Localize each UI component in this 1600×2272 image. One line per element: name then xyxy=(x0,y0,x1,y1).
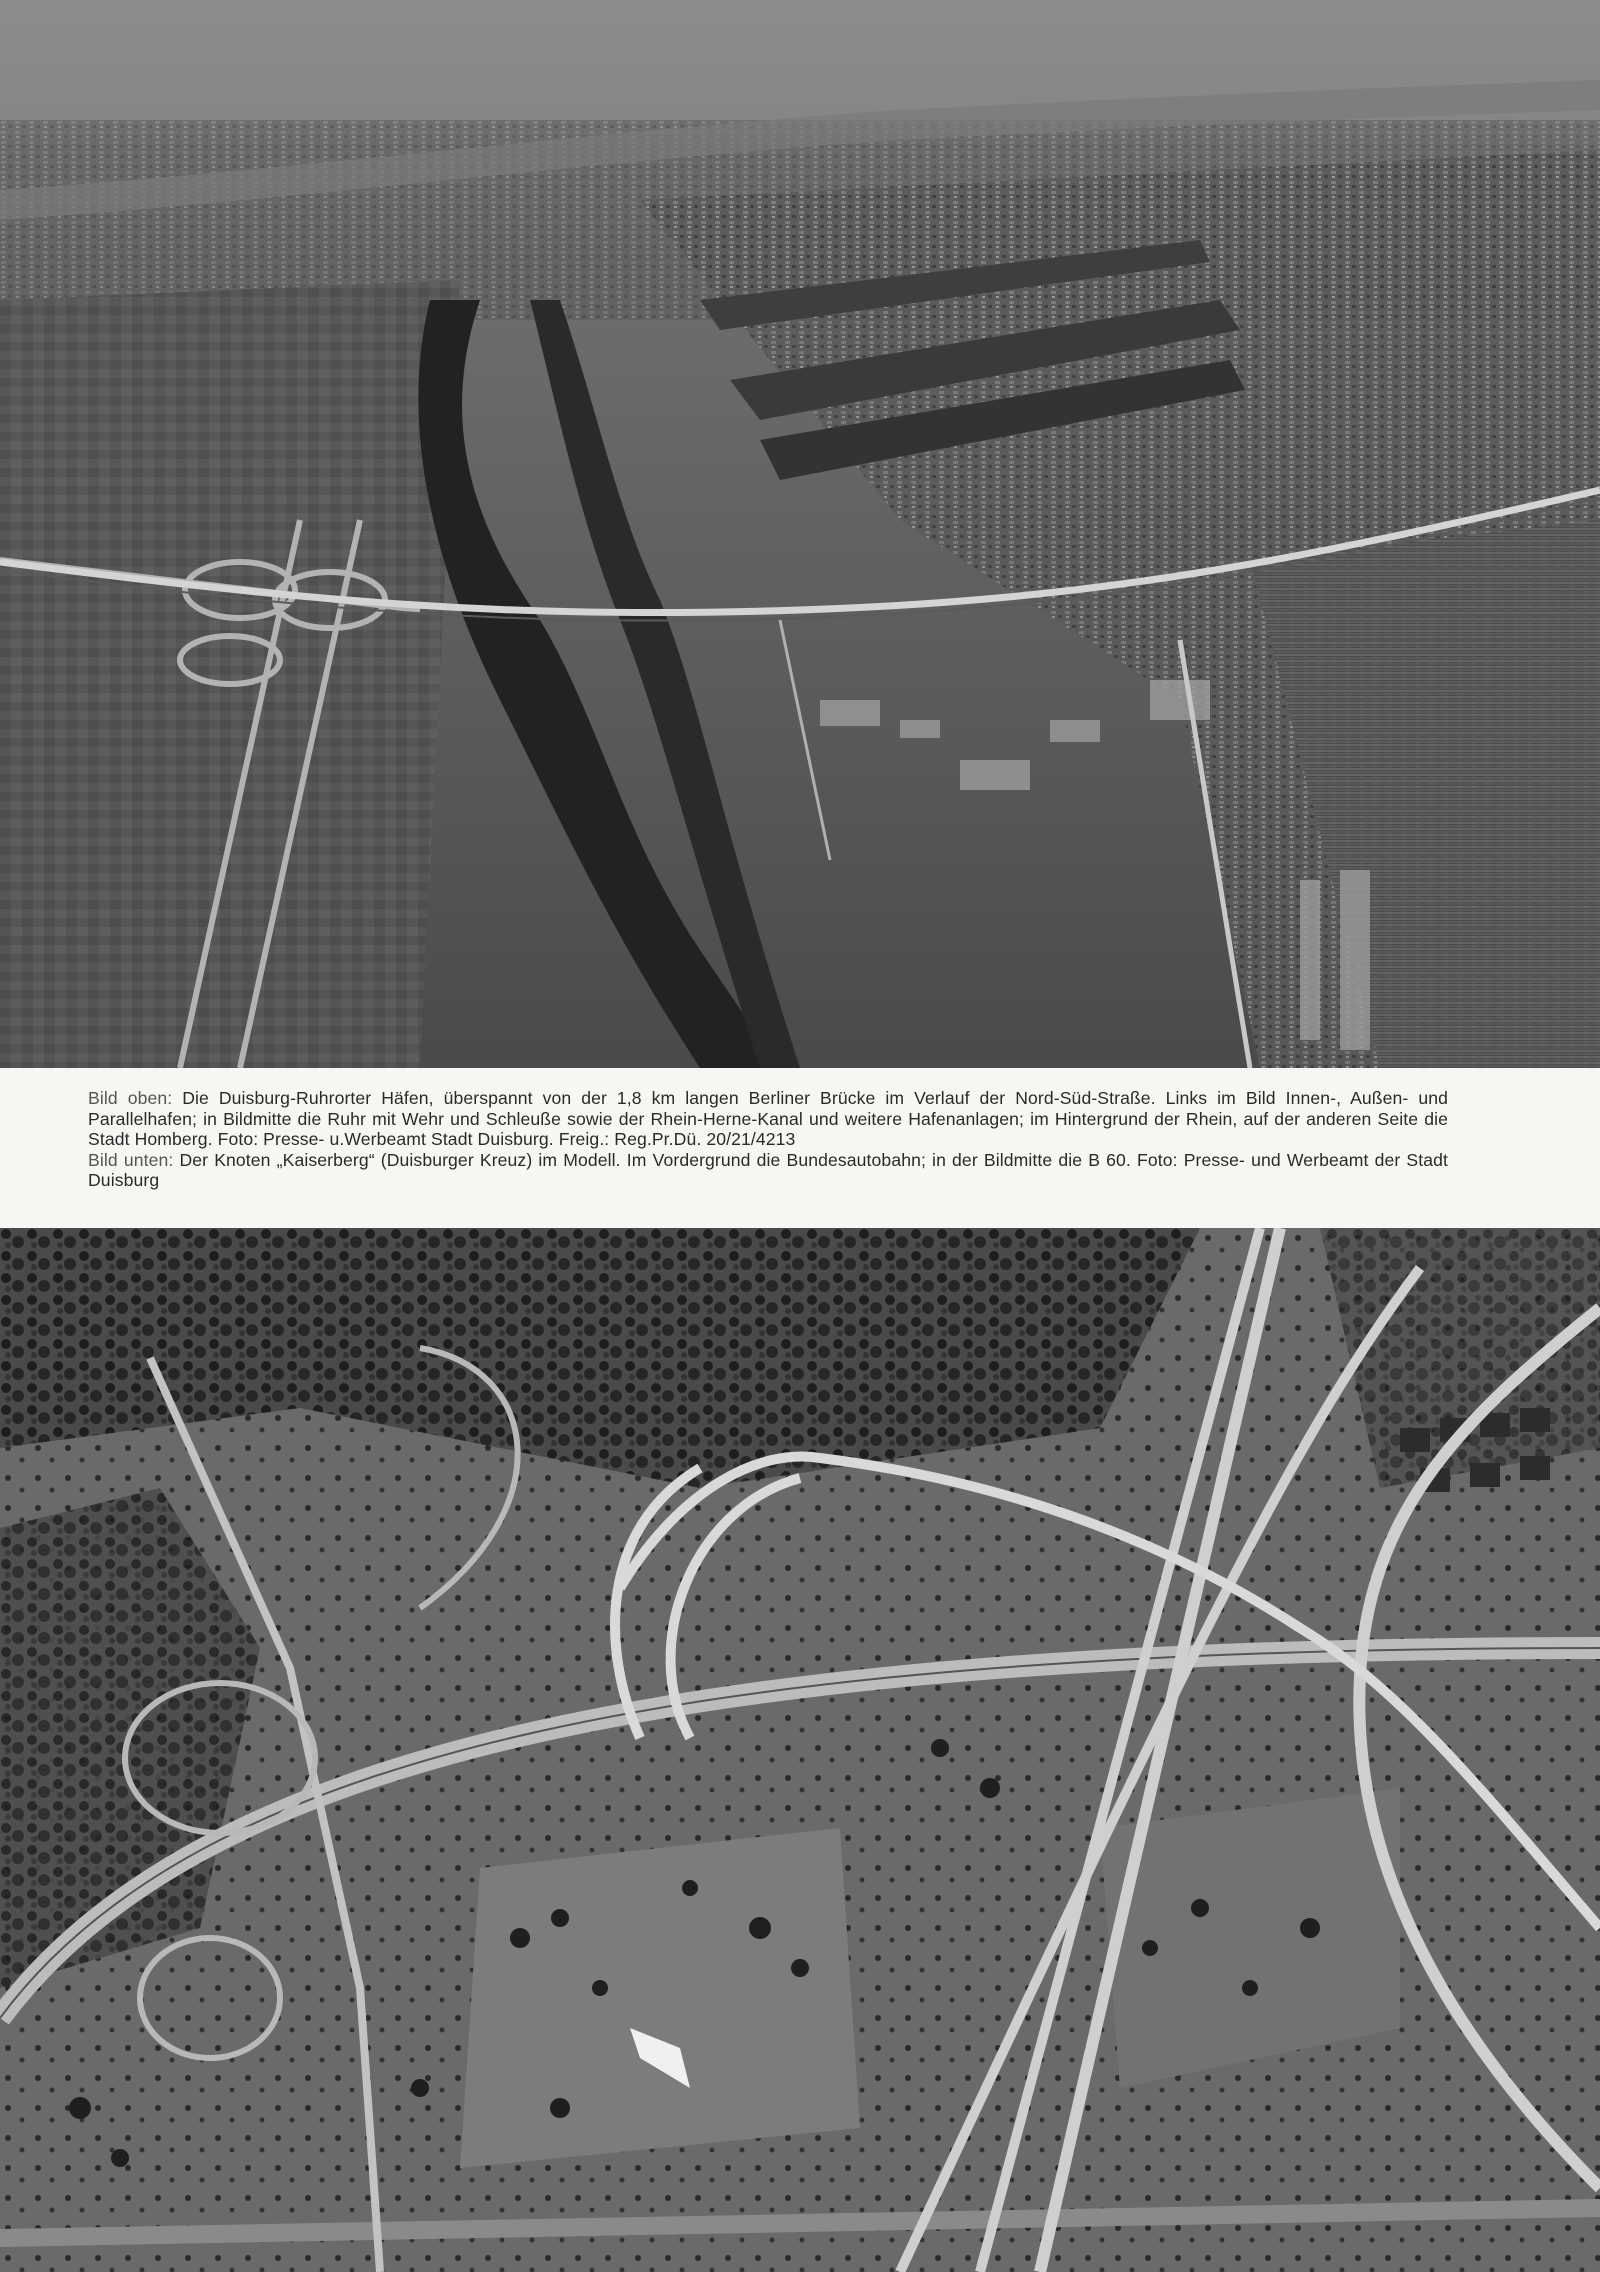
caption-bottom-text: Der Knoten „Kaiserberg“ (Duisburger Kreuz) im Modell. Im Vordergrund die Bundesautobahn; in der Bildmitte die B 60. Foto: Presse- und Werbeamt der Stadt Duisburg xyxy=(88,1149,1448,1190)
caption-bottom xyxy=(88,1150,1448,1191)
caption-strip xyxy=(0,1068,1600,1228)
photo-caption xyxy=(88,1088,1448,1191)
model-photo-interchange xyxy=(0,1228,1600,2272)
model-photo-interchange-image xyxy=(0,1228,1600,2272)
aerial-photo-harbor xyxy=(0,0,1600,1068)
caption-top-lead: Bild oben: xyxy=(88,1088,173,1108)
aerial-photo-harbor-image xyxy=(0,0,1600,1068)
caption-top xyxy=(88,1088,1448,1150)
caption-bottom-lead: Bild unten: xyxy=(88,1149,174,1170)
caption-top-text: Die Duisburg-Ruhrorter Häfen, überspannt von der 1,8 km langen Berliner Brücke im Verlauf der Nord-Süd-Straße. Links im Bild Innen-, Außen- und Parallelhafen; in Bildmitte die Ruhr mit Wehr und Schleuße sowie der Rhein-Herne-Kanal und weitere Hafenanlagen; im Hintergrund der Rhein, auf der anderen Seite die Stadt Homberg. Foto: Presse- u.Werbeamt Stadt Duisburg. Freig.: Reg.Pr.Dü. 20/21/4213 xyxy=(88,1088,1448,1149)
